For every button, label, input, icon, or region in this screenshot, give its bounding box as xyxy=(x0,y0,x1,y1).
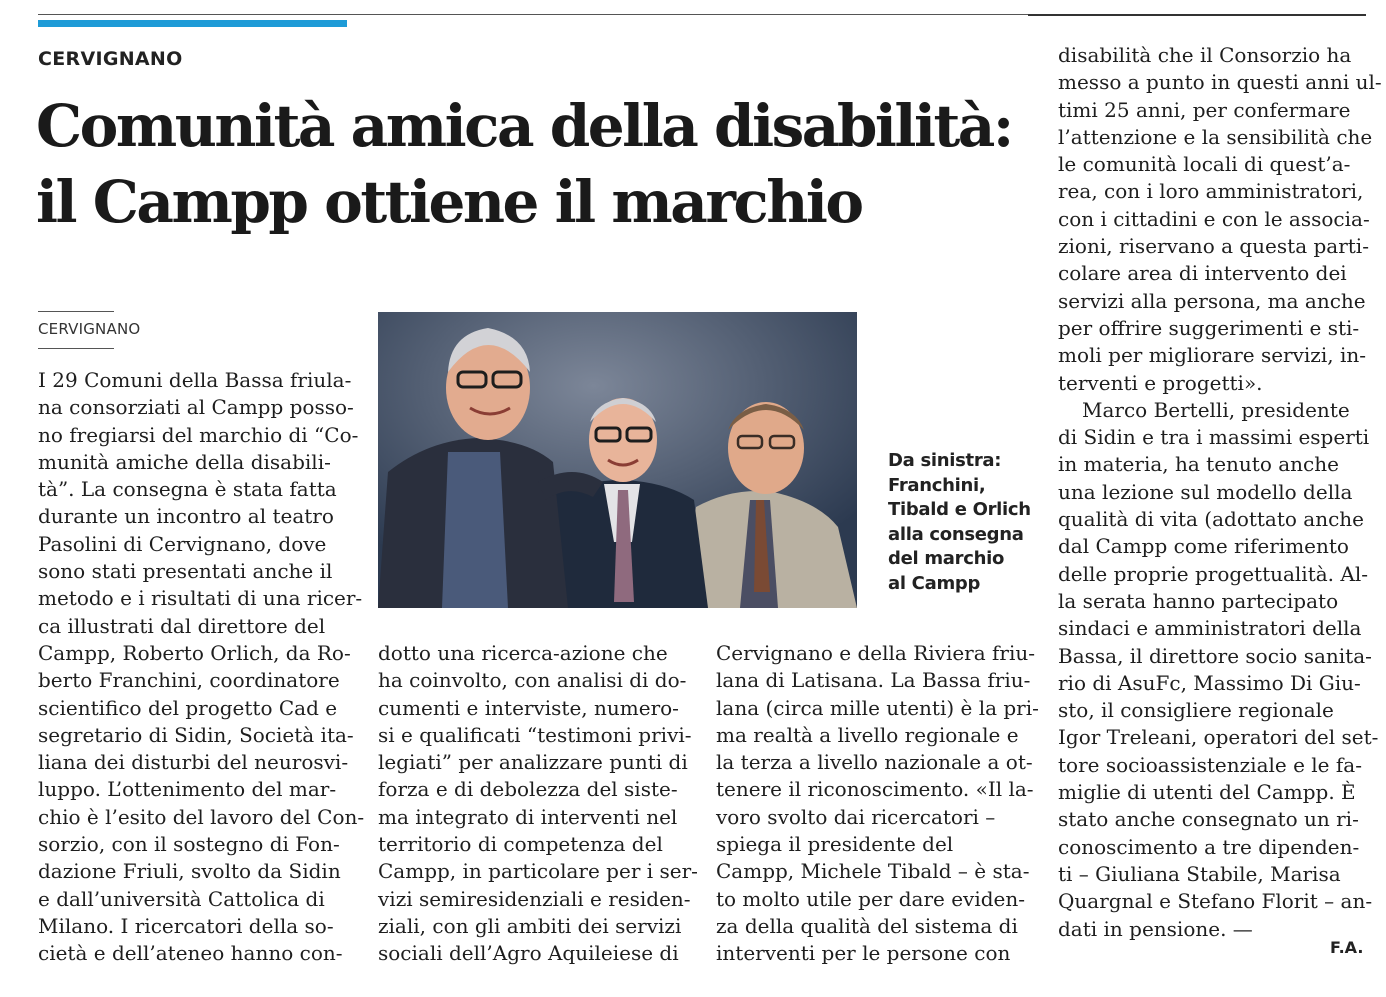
text-line: na consorziati al Campp posso- xyxy=(38,395,354,420)
headline-line-2: il Campp ottiene il marchio xyxy=(36,168,862,236)
text-line: Bassa, il direttore socio sanita- xyxy=(1058,643,1372,668)
text-line: no fregiarsi del marchio di “Co- xyxy=(38,422,359,447)
text-line: Marco Bertelli, presidente xyxy=(1082,397,1350,422)
headline-line-1: Comunità amica della disabilità: xyxy=(36,92,1012,160)
section-kicker: CERVIGNANO xyxy=(38,48,183,70)
text-line: segretario di Sidin, Società ita- xyxy=(38,722,354,747)
text-line: qualità di vita (adottato anche xyxy=(1058,507,1365,532)
top-rule-right xyxy=(1028,14,1366,16)
dateline: CERVIGNANO xyxy=(38,320,141,338)
text-line: l’attenzione e la sensibilità che xyxy=(1058,124,1373,149)
text-line: cietà e dell’ateneo hanno con- xyxy=(38,941,343,966)
text-line: servizi alla persona, ma anche xyxy=(1058,288,1366,313)
text-line: ma integrato di interventi nel xyxy=(378,804,678,829)
headline xyxy=(36,88,1036,240)
text-line: disabilità che il Consorzio ha xyxy=(1058,43,1352,67)
text-line: forza e di debolezza del siste- xyxy=(378,777,678,802)
text-line: Milano. I ricercatori della so- xyxy=(38,913,334,938)
article-column-4 xyxy=(1058,42,1382,943)
text-line: Quargnal e Stefano Florit – an- xyxy=(1058,889,1373,914)
text-line: ha coinvolto, con analisi di do- xyxy=(378,668,687,693)
text-line: Campp, Roberto Orlich, da Ro- xyxy=(38,640,351,665)
text-line: dati in pensione. — xyxy=(1058,916,1253,941)
text-line: chio è l’esito del lavoro del Con- xyxy=(38,804,365,829)
text-line: vizi semiresidenziali e residen- xyxy=(378,886,691,911)
text-line: luppo. L’ottenimento del mar- xyxy=(38,777,337,802)
text-line: una lezione sul modello della xyxy=(1058,479,1353,504)
text-line: ca illustrati dal direttore del xyxy=(38,613,326,638)
text-line: di Sidin e tra i massimi esperti xyxy=(1058,425,1370,450)
text-line: sto, il consigliere regionale xyxy=(1058,698,1334,723)
text-line: e dall’università Cattolica di xyxy=(38,886,325,911)
text-line: Campp, in particolare per i ser- xyxy=(378,859,698,884)
text-line: berto Franchini, coordinatore xyxy=(38,668,340,693)
text-line: ma realtà a livello regionale e xyxy=(716,722,1019,747)
text-line: Franchini, xyxy=(888,474,986,496)
text-line: alla consegna xyxy=(888,523,1024,545)
text-line: scientifico del progetto Cad e xyxy=(38,695,338,720)
text-line: voro svolto dai ricercatori – xyxy=(716,804,996,829)
text-line: timi 25 anni, per confermare xyxy=(1058,97,1351,122)
text-line: conoscimento a tre dipenden- xyxy=(1058,834,1360,859)
text-line: in materia, ha tenuto anche xyxy=(1058,452,1339,477)
text-line: delle proprie progettualità. Al- xyxy=(1058,561,1368,586)
author-signature: F.A. xyxy=(1330,938,1364,957)
dateline-rule-top xyxy=(38,311,114,312)
article-column-3 xyxy=(716,640,1039,968)
section-accent-bar xyxy=(38,20,347,27)
text-line: sono stati presentati anche il xyxy=(38,559,333,584)
article-column-2 xyxy=(378,640,698,968)
text-line: sociali dell’Agro Aquileiese di xyxy=(378,941,679,966)
text-line: Igor Treleani, operatori del set- xyxy=(1058,725,1379,750)
photo-three-men-illustration xyxy=(378,312,857,608)
text-line: I 29 Comuni della Bassa friula- xyxy=(38,368,352,392)
text-line: zioni, riservano a questa parti- xyxy=(1058,234,1369,259)
text-line: le comunità locali di quest’a- xyxy=(1058,152,1351,177)
text-line: la serata hanno partecipato xyxy=(1058,588,1339,613)
text-line: del marchio xyxy=(888,548,1005,570)
text-line: legiati” per analizzare punti di xyxy=(378,750,688,775)
text-line: dal Campp come riferimento xyxy=(1058,534,1349,559)
text-line: per offrire suggerimenti e sti- xyxy=(1058,315,1360,340)
article-photo xyxy=(378,312,857,608)
text-line: to molto utile per dare eviden- xyxy=(716,886,1026,911)
text-line: stato anche consegnato un ri- xyxy=(1058,807,1359,832)
text-line: cumenti e interviste, numero- xyxy=(378,695,679,720)
text-line: za della qualità del sistema di xyxy=(716,913,1018,938)
text-line: dazione Friuli, svolto da Sidin xyxy=(38,859,341,884)
text-line: Pasolini di Cervignano, dove xyxy=(38,531,327,556)
text-line: tà”. La consegna è stata fatta xyxy=(38,477,337,502)
text-line: miglie di utenti del Campp. È xyxy=(1058,780,1356,805)
text-line: interventi per le persone con xyxy=(716,941,1011,966)
text-line: Tibald e Orlich xyxy=(888,499,1031,521)
text-line: tenere il riconoscimento. «Il la- xyxy=(716,777,1034,802)
text-line: metodo e i risultati di una ricer- xyxy=(38,586,363,611)
text-line: sorzio, con il sostegno di Fon- xyxy=(38,832,340,857)
text-line: lana (circa mille utenti) è la pri- xyxy=(716,695,1039,720)
text-line: spiega il presidente del xyxy=(716,832,954,857)
article-column-1 xyxy=(38,367,365,968)
text-line: rea, con i loro amministratori, xyxy=(1058,179,1364,204)
text-line: Cervignano e della Riviera friu- xyxy=(716,641,1036,665)
text-line: si e qualificati “testimoni privi- xyxy=(378,722,692,747)
text-line: lana di Latisana. La Bassa friu- xyxy=(716,668,1031,693)
text-line: tore socioassistenziale e le fa- xyxy=(1058,752,1362,777)
text-line: colare area di intervento dei xyxy=(1058,261,1347,286)
text-line: Campp, Michele Tibald – è sta- xyxy=(716,859,1030,884)
text-line: terventi e progetti». xyxy=(1058,370,1263,395)
text-line: messo a punto in questi anni ul- xyxy=(1058,70,1382,95)
text-line: liana dei disturbi del neurosvi- xyxy=(38,750,349,775)
text-line: moli per migliorare servizi, in- xyxy=(1058,343,1366,368)
photo-caption xyxy=(888,449,1031,597)
text-line: durante un incontro al teatro xyxy=(38,504,334,529)
text-line: ziali, con gli ambiti dei servizi xyxy=(378,913,682,938)
dateline-rule-bottom xyxy=(38,348,114,349)
text-line: con i cittadini e con le associa- xyxy=(1058,206,1370,231)
text-line: ti – Giuliana Stabile, Marisa xyxy=(1058,861,1341,886)
text-line: Da sinistra: xyxy=(888,450,1002,471)
text-line: la terza a livello nazionale a ot- xyxy=(716,750,1033,775)
text-line: al Campp xyxy=(888,572,981,594)
text-line: munità amiche della disabili- xyxy=(38,449,331,474)
text-line: rio di AsuFc, Massimo Di Giu- xyxy=(1058,670,1361,695)
text-line: dotto una ricerca-azione che xyxy=(378,641,668,665)
text-line: territorio di competenza del xyxy=(378,832,663,857)
text-line: sindaci e amministratori della xyxy=(1058,616,1362,641)
